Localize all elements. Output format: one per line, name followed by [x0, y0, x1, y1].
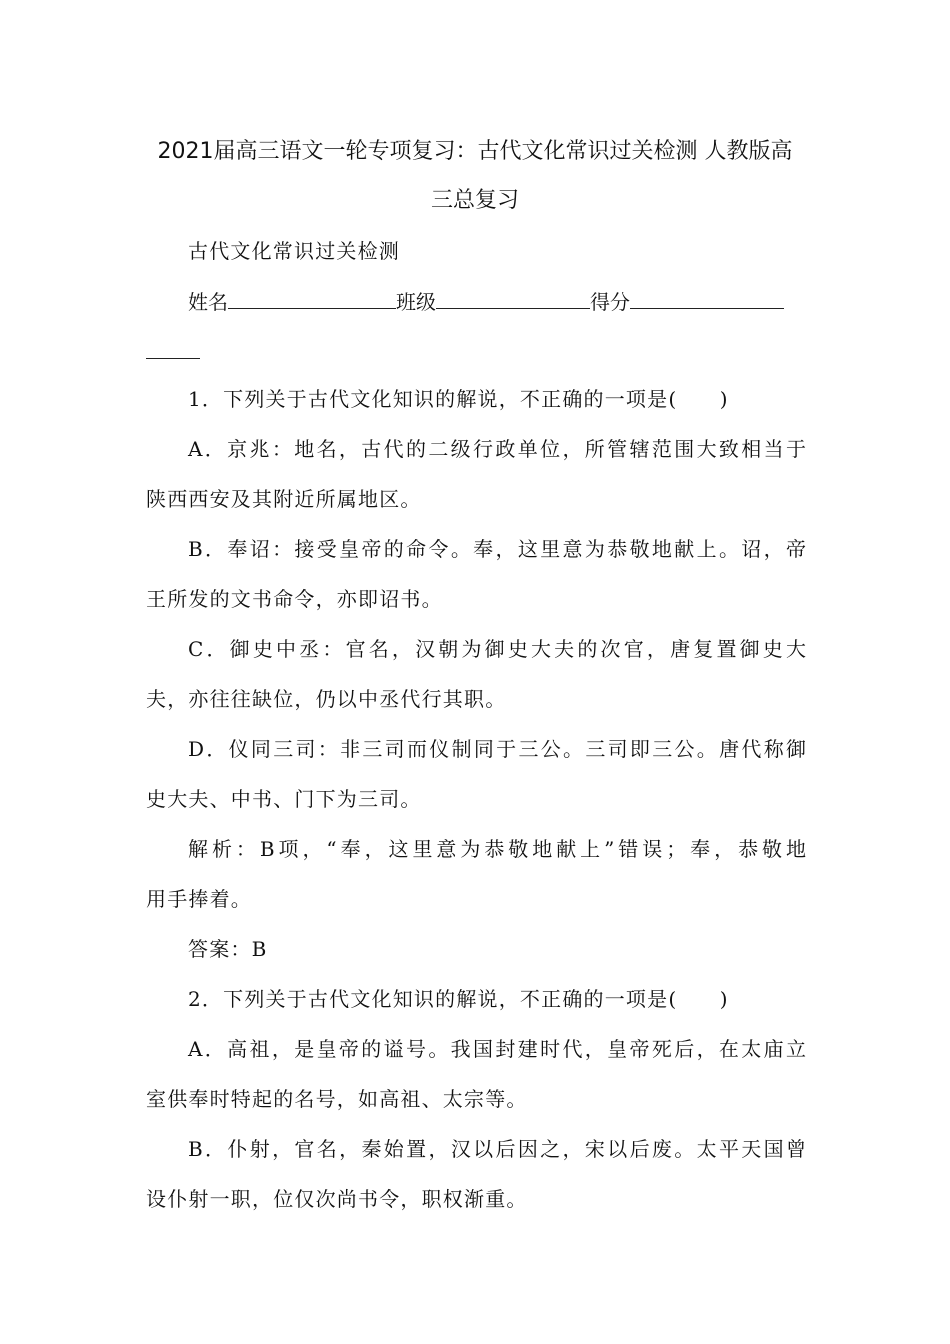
q1-stem: 1．下列关于古代文化知识的解说，不正确的一项是( ) — [188, 387, 729, 411]
q1-answer: 答案：B — [188, 937, 268, 961]
q1-option-a-line-2: 陕西西安及其附近所属地区。 — [146, 487, 422, 511]
q2-option-a-line-2: 室供奉时特起的名号，如高祖、太宗等。 — [146, 1087, 528, 1111]
document-title-line-1: 2021届高三语文一轮专项复习：古代文化常识过关检测 人教版高 — [157, 139, 793, 164]
q1-analysis-line-1: 解析：B项，“奉，这里意为恭敬地献上”错误；奉，恭敬地 — [188, 837, 806, 861]
q1-option-c-line-2: 夫，亦往往缺位，仍以中丞代行其职。 — [146, 687, 507, 711]
student-info-row — [188, 286, 806, 317]
q1-option-d-line-1: D．仪同三司：非三司而仪制同于三公。三司即三公。唐代称御 — [188, 737, 806, 761]
q1-option-d-line-2: 史大夫、中书、门下为三司。 — [146, 787, 422, 811]
class-blank[interactable] — [436, 286, 590, 309]
name-label: 姓名 — [188, 290, 228, 314]
q2-stem: 2．下列关于古代文化知识的解说，不正确的一项是( ) — [188, 987, 729, 1011]
class-label: 班级 — [396, 290, 436, 314]
q1-option-a-line-1: A．京兆：地名，古代的二级行政单位，所管辖范围大致相当于 — [188, 437, 806, 461]
name-blank[interactable] — [228, 286, 396, 309]
q2-option-a-line-1: A．高祖，是皇帝的谥号。我国封建时代，皇帝死后，在太庙立 — [188, 1037, 806, 1061]
q1-option-b-line-1: B．奉诏：接受皇帝的命令。奉，这里意为恭敬地献上。诏，帝 — [188, 537, 806, 561]
document-subtitle: 古代文化常识过关检测 — [188, 239, 400, 263]
q1-option-b-line-2: 王所发的文书命令，亦即诏书。 — [146, 587, 443, 611]
score-blank[interactable] — [630, 286, 784, 309]
document-title-line-2: 三总复习 — [430, 188, 519, 213]
score-blank-continuation — [146, 358, 200, 359]
score-label: 得分 — [590, 290, 630, 314]
q2-option-b-line-2: 设仆射一职，位仅次尚书令，职权渐重。 — [146, 1187, 528, 1211]
q2-option-b-line-1: B．仆射，官名，秦始置，汉以后因之，宋以后废。太平天国曾 — [188, 1137, 806, 1161]
q1-analysis-line-2: 用手捧着。 — [146, 887, 252, 911]
q1-option-c-line-1: C．御史中丞：官名，汉朝为御史大夫的次官，唐复置御史大 — [188, 637, 806, 661]
